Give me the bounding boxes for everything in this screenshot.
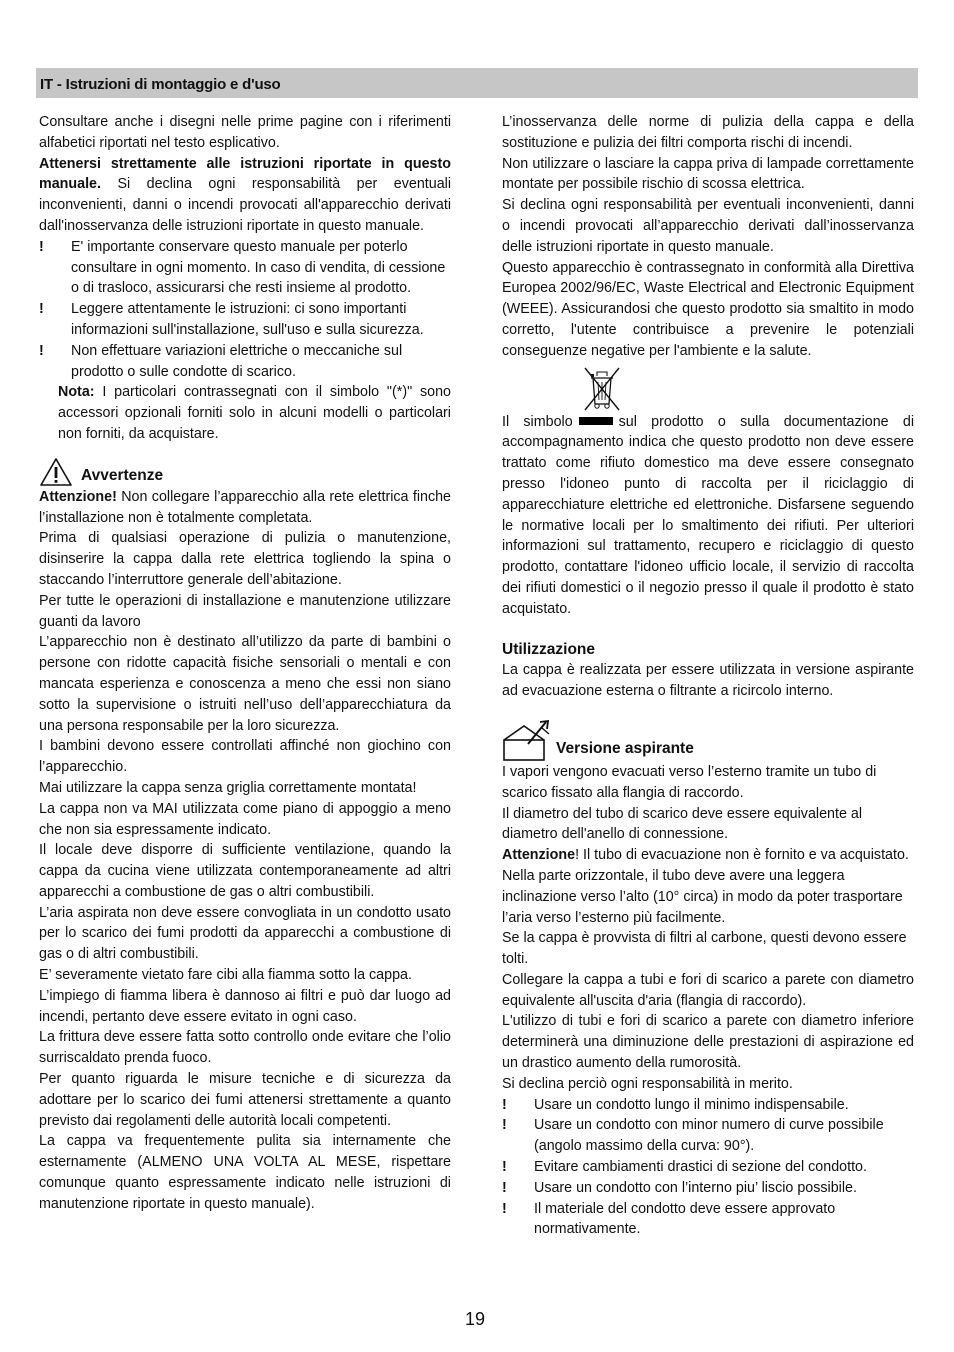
bullet-text: Non effettuare variazioni elettriche o meccaniche sul prodotto o sulle condotte di scarico.	[71, 342, 403, 380]
bullet-item	[502, 1157, 914, 1178]
bullet-text: Evitare cambiamenti drastici di sezione del condotto.	[534, 1159, 867, 1176]
bullet-mark: !	[502, 1159, 507, 1176]
use-paragraph: La cappa è realizzata per essere utilizzata in versione aspirante ad evacuazione esterna o filtrante a ricircolo interno.	[502, 662, 914, 700]
warning-paragraph: L’impiego di fiamma libera è dannoso ai filtri e può dar luogo ad incendi, pertanto deve essere evitato in ogni caso.	[39, 987, 451, 1025]
right-paragraph: Si declina ogni responsabilità per eventuali inconvenienti, danni o incendi provocati all’apparecchio derivati dall’inosservanza delle istruzioni riportate in questo manuale.	[502, 197, 914, 255]
right-paragraph: L’inosservanza delle norme di pulizia della cappa e della sostituzione e pulizia dei filtri comporta rischi di incendi.	[502, 114, 914, 151]
warning-paragraph: I bambini devono essere controllati affinché non giochino con l’apparecchio.	[39, 738, 451, 776]
ducted-hood-icon	[502, 720, 550, 762]
left-column	[39, 112, 451, 1215]
note-text: I particolari contrassegnati con il simbolo "(*)" sono accessori opzionali forniti solo in alcuni modelli o particolari non forniti, da acquistare.	[58, 384, 451, 442]
attention-rest: Si declina ogni responsabilità per eventuali inconvenienti, danni o incendi provocati all'apparecchio derivati dall'inosservanza delle istruzioni riportate in questo manuale.	[39, 176, 451, 234]
version-paragraph: Se la cappa è provvista di filtri al carbone, questi devono essere tolti.	[502, 930, 907, 968]
bullet-text: Usare un condotto con l’interno piu’ liscio possibile.	[534, 1179, 857, 1196]
version-heading-row	[502, 720, 914, 762]
bullet-text: Leggere attentamente le istruzioni: ci sono importanti informazioni sull'installazione, sull'uso e sulla sicurezza.	[71, 301, 424, 338]
warning-attention	[39, 487, 451, 529]
bullet-mark: !	[502, 1179, 507, 1196]
bullet-mark: !	[502, 1200, 507, 1217]
black-bar-symbol-icon	[579, 417, 613, 425]
bullet-text: Usare un condotto con minor numero di curve possibile (angolo massimo della curva: 90°).	[534, 1117, 884, 1155]
bullet-item	[502, 1095, 914, 1116]
warning-paragraph: Il locale deve disporre di sufficiente ventilazione, quando la cappa da cucina viene utilizzata contemporaneamente ad altri apparecchi a combustione de gas o altri combustibili.	[39, 842, 451, 900]
crossed-bin-icon	[582, 366, 622, 412]
warning-paragraph: Per quanto riguarda le misure tecniche e di sicurezza da adottare per lo scarico dei fumi attenersi strettamente a quanto previsto dai regolamenti delle autorità locali competenti.	[39, 1071, 451, 1129]
bullet-mark: !	[39, 301, 44, 318]
bullet-item	[39, 237, 451, 299]
use-title: Utilizzazione	[502, 640, 596, 658]
bullet-mark: !	[502, 1117, 507, 1134]
warning-label: Attenzione!	[39, 488, 117, 505]
warning-paragraph: L’apparecchio non è destinato all’utilizzo da parte di bambini o persone con ridotte capacità fisiche sensoriali o mentali e con mancata esperienza e conoscenza a meno che essi non siano sotto la supervisione o istruiti nell’uso dell’apparecchiatura da una persona responsabile per la loro sicurezza.	[39, 634, 451, 734]
bullet-mark: !	[39, 342, 44, 359]
version-title: Versione aspirante	[556, 740, 694, 758]
version-attention	[502, 845, 914, 866]
attention-bold: Attenersi strettamente alle istruzioni riportate in questo manuale.	[39, 155, 451, 193]
warning-paragraph: La frittura deve essere fatta sotto controllo onde evitare che l’olio surriscaldato prenda fuoco.	[39, 1029, 451, 1067]
bullet-item	[502, 1199, 914, 1241]
intro-paragraph: Consultare anche i disegni nelle prime pagine con i riferimenti alfabetici riportati nel testo esplicativo.	[39, 114, 451, 151]
bullet-item	[502, 1115, 914, 1157]
version-paragraph: Il diametro del tubo di scarico deve essere equivalente al diametro dell'anello di connessione.	[502, 805, 863, 843]
warning-paragraph: Mai utilizzare la cappa senza griglia correttamente montata!	[39, 779, 417, 796]
note-paragraph	[39, 382, 451, 444]
version-att-text: ! Il tubo di evacuazione non è fornito e va acquistato.	[575, 847, 909, 864]
bullet-mark: !	[39, 238, 44, 255]
warning-paragraph: Prima di qualsiasi operazione di pulizia o manutenzione, disinserire la cappa dalla rete elettrica togliendo la spina o staccando l’interruttore generale dell’abitazione.	[39, 530, 451, 588]
section-header-bar	[36, 68, 918, 98]
warning-paragraph: La cappa va frequentemente pulita sia internamente che esternamente (ALMENO UNA VOLTA AL MESE, rispettare comunque quanto espressamente indicato nelle istruzioni di manutenzione riportate in questo manuale).	[39, 1133, 451, 1212]
warning-triangle-icon	[39, 457, 73, 487]
warning-paragraph: E’ severamente vietato fare cibi alla fiamma sotto la cappa.	[39, 967, 412, 984]
warning-heading-row	[39, 457, 451, 487]
warning-title: Avvertenze	[81, 466, 164, 484]
version-paragraph: Collegare la cappa a tubi e fori di scarico a parete con diametro equivalente all'uscita d'aria (flangia di raccordo).	[502, 971, 914, 1009]
version-paragraph: Nella parte orizzontale, il tubo deve avere una leggera inclinazione verso l’alto (10° circa) in modo da poter trasportare l’aria verso l’esterno più facilmente.	[502, 867, 903, 926]
bullet-item	[39, 341, 451, 383]
bullet-mark: !	[502, 1096, 507, 1113]
attention-paragraph	[39, 154, 451, 237]
bullet-text: Il materiale del condotto deve essere approvato normativamente.	[534, 1200, 836, 1238]
right-paragraph: Questo apparecchio è contrassegnato in conformità alla Direttiva Europea 2002/96/EC, Waste Electrical and Electronic Equipment (WEEE). Assicurandosi che questo prodotto sia smaltito in modo corretto, l'utente contribuisce a prevenire le potenziali conseguenze negative per l'ambiente e la salute.	[502, 259, 914, 359]
page-number: 19	[465, 1309, 486, 1329]
symbol-paragraph	[502, 412, 914, 620]
bullet-item	[502, 1178, 914, 1199]
symbol-prefix: Il simbolo	[502, 413, 573, 430]
section-title: IT - Istruzioni di montaggio e d'uso	[40, 76, 281, 93]
warning-paragraph: L’aria aspirata non deve essere convogliata in un condotto usato per lo scarico dei fumi prodotti da apparecchi a combustione di gas o di altri combustibili.	[39, 904, 451, 963]
warning-paragraph: La cappa non va MAI utilizzata come piano di appoggio a meno che non sia espressamente indicato.	[39, 800, 451, 838]
bullet-item	[39, 299, 451, 341]
warning-paragraph: Per tutte le operazioni di installazione e manutenzione utilizzare guanti da lavoro	[39, 592, 451, 630]
version-paragraph: L'utilizzo di tubi e fori di scarico a parete con diametro inferiore determinerà una diminuzione delle prestazioni di aspirazione ed un drastico aumento della rumorosità.	[502, 1013, 914, 1072]
symbol-text: sul prodotto o sulla documentazione di accompagnamento indica che questo prodotto non deve essere trattato come rifiuto domestico ma deve essere consegnato presso l'idoneo punto di raccolta per il riciclaggio di apparecchiature elettriche ed elettroniche. Disfarsene seguendo le normative locali per lo smaltimento dei rifiuti. Per ulteriori informazioni sul trattamento, recupero e riciclaggio di questo prodotto, contattare l'idoneo ufficio locale, il servizio di raccolta dei rifiuti domestici o il negozio presso il quale il prodotto è stato acquistato.	[502, 413, 914, 617]
version-paragraph: I vapori vengono evacuati verso l’esterno tramite un tubo di scarico fissato alla flangia di raccordo.	[502, 763, 877, 801]
warning-first-text: Non collegare l’apparecchio alla rete elettrica finche l’installazione non è totalmente completata.	[39, 488, 451, 526]
version-att-label: Attenzione	[502, 847, 576, 864]
version-paragraph: Si declina perciò ogni responsabilità in merito.	[502, 1075, 793, 1092]
right-paragraph: Non utilizzare o lasciare la cappa priva di lampade correttamente montate per possibile rischio di scossa elettrica.	[502, 155, 914, 193]
note-label: Nota:	[58, 384, 95, 401]
bullet-text: Usare un condotto lungo il minimo indispensabile.	[534, 1096, 849, 1113]
right-column	[502, 112, 914, 1240]
bullet-text: E' importante conservare questo manuale per poterlo consultare in ogni momento. In caso di vendita, di cessione o di trasloco, assicurarsi che resti insieme al prodotto.	[71, 238, 446, 297]
